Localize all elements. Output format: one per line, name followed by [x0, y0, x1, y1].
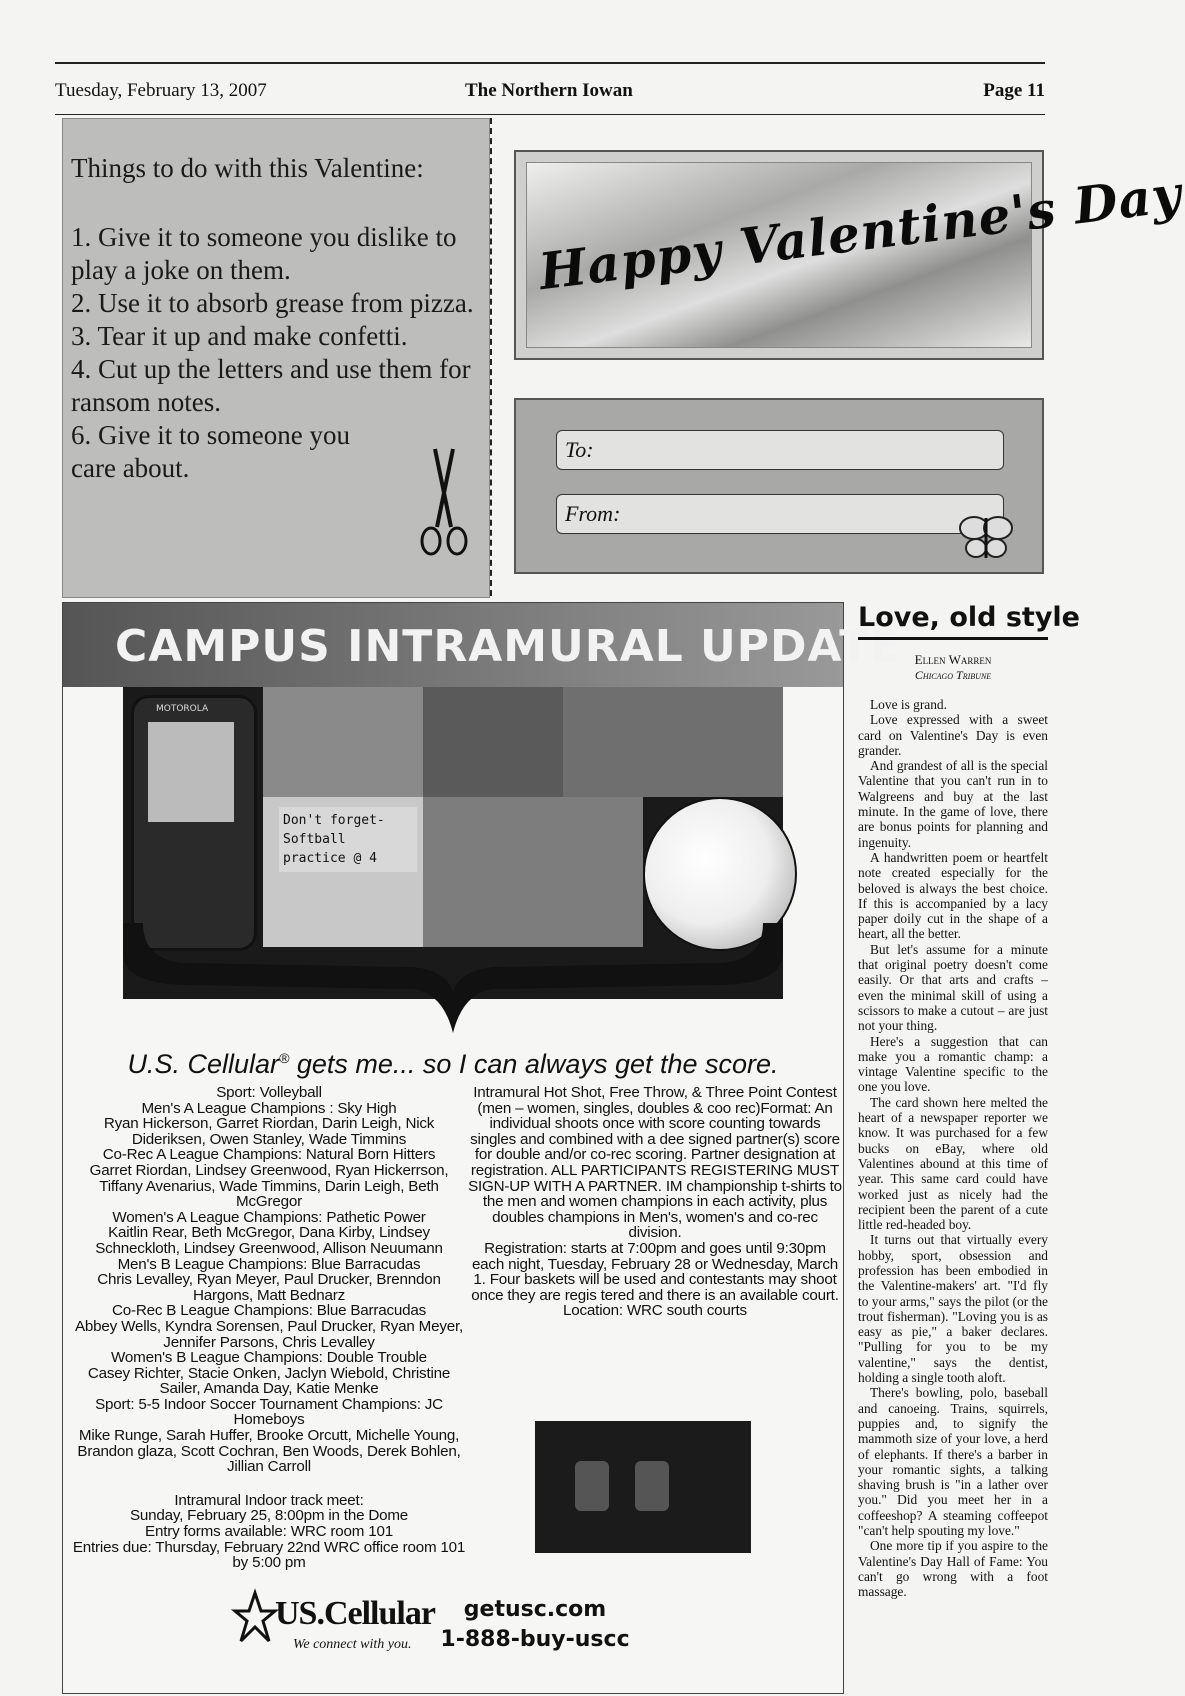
valentine-list-title: Things to do with this Valentine:: [71, 153, 424, 183]
valentine-card: [514, 150, 1185, 360]
article-byline: Ellen Warren: [914, 652, 992, 667]
list-item: Women's B League Champions: Double Trouble: [111, 1349, 427, 1367]
list-item: 6. Give it to someone you care about.: [71, 420, 350, 483]
list-item: Abbey Wells, Kyndra Sorensen, Paul Drucker, Ryan Meyer, Jennifer Parsons, Chris Levalley: [75, 1317, 463, 1351]
contact-info: [435, 1595, 635, 1655]
paragraph: A handwritten poem or heartfelt note created especially for the beloved is always the best choice. If this is accompanied by a lacy paper doily cut in the shape of a heart, all the better.: [858, 849, 1048, 942]
track-meet-forms: Entry forms available: WRC room 101: [145, 1523, 393, 1541]
contest-registration: Registration: starts at 7:00pm and goes until 9:30pm each night, Tuesday, February 28 or Wednesday, March 1. Four baskets will be used and contestants may shoot once they are regis tered and there is an available court. Location: WRC south courts: [471, 1239, 839, 1320]
intramural-ad: [62, 602, 902, 1694]
page-number: Page 11: [983, 80, 1045, 101]
intramural-header-bar: [63, 603, 902, 687]
list-item: Co-Rec B League Champions: Blue Barracudas: [111, 1302, 427, 1320]
list-item: Ryan Hickerson, Garret Riordan, Darin Leigh, Nick Dideriksen, Owen Stanley, Wade Timmins: [103, 1115, 435, 1148]
list-item: Men's A League Champions : Sky High: [141, 1099, 397, 1117]
paragraph: One more tip if you aspire to the Valentine's Day Hall of Fame: You can't go wrong with a foot massage.: [858, 1538, 1048, 1600]
list-item: 1. Give it to someone you dislike to play a joke on them.: [71, 222, 457, 285]
valentine-list: [71, 221, 485, 485]
track-meet-title: Intramural Indoor track meet:: [174, 1491, 364, 1509]
track-meet-due: Entries due: Thursday, February 22nd WRC office room 101 by 5:00 pm: [72, 1538, 466, 1572]
list-item: Kaitlin Rear, Beth McGregor, Dana Kirby, Lindsey Schneckloth, Lindsey Greenwood, Allison Neuumann: [95, 1224, 443, 1257]
list-item: Women's A League Champions: Pathetic Power: [112, 1208, 426, 1226]
list-item: 3. Tear it up and make confetti.: [71, 321, 408, 351]
list-item: 2. Use it to absorb grease from pizza.: [71, 288, 474, 318]
newspaper-name: The Northern Iowan: [465, 80, 633, 101]
website[interactable]: getusc.com: [463, 1597, 607, 1622]
paragraph: But let's assume for a minute that original poetry doesn't come easily. Or that arts and crafts – even the minimal skill of using a scissors to make a cutout – are just not your thing.: [858, 941, 1048, 1034]
to-from-tag: [514, 398, 1044, 574]
paragraph: Love is grand.: [870, 697, 947, 712]
page-header: [55, 62, 1045, 115]
to-label: To:: [565, 437, 594, 462]
article-love-old-style: [858, 602, 1080, 1692]
list-item: Co-Rec A League Champions: Natural Born Hitters: [102, 1146, 436, 1164]
article-title: Love, old style: [858, 602, 1048, 640]
valentine-list-box: [62, 118, 490, 598]
cut-line: [490, 118, 492, 596]
paragraph: There's bowling, polo, baseball and canoeing. Trains, squirrels, puppies and, to signify the mammoth size of your love, a herd of elephants. If there's a barber in your romantic sights, a talking shaving brush is "in a lather over you." Did you meet her in a coffeeshop? A steaming coffeepot "can't help spouting my love.": [858, 1385, 1048, 1539]
logo-tagline: We connect with you.: [293, 1637, 412, 1652]
phone-brand: MOTOROLA: [156, 704, 209, 714]
list-item: Chris Levalley, Ryan Meyer, Paul Drucker, Brenndon Hargons, Matt Bednarz: [97, 1271, 441, 1304]
list-item: Men's B League Champions: Blue Barracudas: [117, 1255, 421, 1273]
issue-date: Tuesday, February 13, 2007: [55, 80, 267, 101]
article-source: Chicago Tribune: [914, 668, 992, 682]
star-logo-icon: [233, 1591, 277, 1643]
champions-column: [69, 1085, 469, 1571]
contest-column: [467, 1085, 843, 1319]
phone-message: Don't forget- Softball practice @ 4: [279, 807, 417, 872]
from-field: [556, 494, 1004, 534]
list-item: 4. Cut up the letters and use them for ransom notes.: [71, 354, 471, 417]
list-item: Sport: Volleyball: [216, 1084, 322, 1101]
card-headline: Happy Valentine's Day: [535, 163, 1185, 302]
scissors-icon: [413, 449, 473, 559]
brace-graphic: [123, 923, 783, 1033]
phone-number: 1-888-buy-uscc: [440, 1627, 630, 1652]
jerseys-photo: [535, 1421, 751, 1553]
butterfly-icon: [956, 512, 1016, 562]
intramural-header: CAMPUS INTRAMURAL UPDATE: [115, 621, 902, 672]
slogan: U.S. Cellular® gets me... so I can always get the score.: [127, 1049, 779, 1079]
contest-format: Intramural Hot Shot, Free Throw, & Three Point Contest (men – women, singles, doubles & coo rec)Format: An individual shoots once with score counting towards singles and combined with a dee signed partner(s) score for double and/or co-rec scoring. Partner designation at registration. ALL PARTICIPANTS REGISTERING MUST SIGN-UP WITH A PARTNER. IM championship t-shirts to the men and women champions in each activity, plus doubles champions in Men's, women's and co-rec division.: [468, 1084, 842, 1242]
list-item: Sport: 5-5 Indoor Soccer Tournament Champions: JC Homeboys: [95, 1395, 443, 1429]
article-body: [858, 697, 1048, 1600]
list-item: Casey Richter, Stacie Onken, Jaclyn Wiebold, Christine Sailer, Amanda Day, Katie Menke: [87, 1364, 451, 1398]
paragraph: It turns out that virtually every hobby, sport, obsession and profession has been embodied in the Valentine-makers' art. "I'd fly to your arms," says the pilot (or the trout fisherman). "Loving you is as easy as pie," a baker declares. "Pulling for you to be my valentine," says the dentist, holding a single tooth aloft.: [858, 1232, 1048, 1386]
list-item: Garret Riordan, Lindsey Greenwood, Ryan Hickerrson, Tiffany Avenarius, Wade Timmins, Darin Leigh, Beth McGregor: [89, 1161, 449, 1211]
track-meet-date: Sunday, February 25, 8:00pm in the Dome: [129, 1507, 409, 1525]
paragraph: The card shown here melted the heart of a newspaper reporter we know. It was purchased for a few bucks on eBay, where old Valentines abound at this time of year. This same card could have worked just as nicely had the recipient been the parent of a cute little red-headed boy.: [858, 1094, 1048, 1233]
phone-image: [131, 695, 257, 951]
logo-text: US.Cellular: [275, 1595, 435, 1632]
paragraph: Love expressed with a sweet card on Valentine's Day is even grander.: [858, 712, 1048, 758]
to-field: [556, 430, 1004, 470]
paragraph: And grandest of all is the special Valentine that you can't run in to Walgreens and buy at the last minute. In the game of love, there are bonus points for planning and ingenuity.: [858, 758, 1048, 850]
list-item: Mike Runge, Sarah Huffer, Brooke Orcutt, Michelle Young, Brandon glaza, Scott Cochran, Ben Woods, Derek Bohlen, Jillian Carroll: [77, 1427, 461, 1476]
from-label: From:: [565, 501, 621, 526]
uscellular-logo: [213, 1591, 473, 1663]
paragraph: Here's a suggestion that can make you a romantic champ: a vintage Valentine specific to the one you love.: [858, 1033, 1048, 1095]
